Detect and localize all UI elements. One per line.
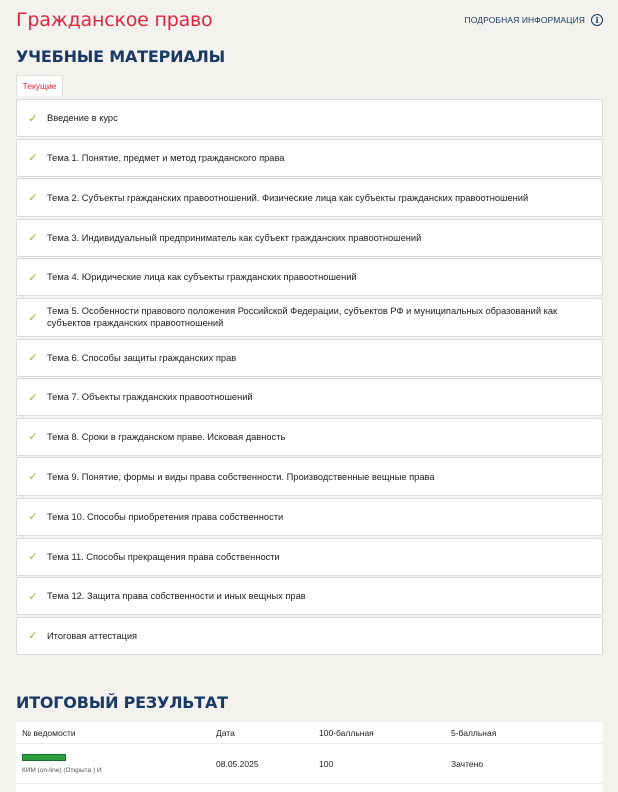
column-header-date: Дата (216, 727, 235, 738)
module-label[interactable]: Тема 1. Понятие, предмет и метод гражданского права (47, 152, 285, 163)
more-info-label[interactable]: ПОДРОБНАЯ ИНФОРМАЦИЯ (464, 15, 585, 25)
module-label[interactable]: Тема 4. Юридические лица как субъекты гражданских правоотношений (47, 272, 357, 283)
module-item[interactable] (16, 617, 603, 655)
module-label[interactable]: Итоговая аттестация (47, 630, 138, 641)
more-info-link[interactable] (465, 14, 603, 26)
check-icon: ✓ (28, 191, 38, 205)
module-item[interactable] (16, 378, 603, 416)
module-label[interactable]: Тема 11. Способы прекращения права собственности (47, 551, 280, 562)
check-icon: ✓ (28, 629, 38, 643)
module-item[interactable] (16, 99, 603, 137)
course-title: Гражданское право (16, 9, 213, 31)
check-icon: ✓ (28, 550, 38, 564)
progress-bar-fill (23, 755, 65, 760)
module-label[interactable]: Тема 9. Понятие, формы и виды права собственности. Производственные вещные права (47, 471, 435, 482)
progress-bar (22, 754, 66, 761)
score5-cell: Зачтено (451, 758, 484, 769)
module-label[interactable]: Тема 3. Индивидуальный предприниматель как субъект гражданских правоотношений (47, 232, 422, 243)
module-item[interactable] (16, 339, 603, 377)
module-label[interactable]: Тема 8. Сроки в гражданском праве. Исковая давность (47, 431, 286, 442)
table-row[interactable] (16, 744, 603, 784)
result-section-title: ИТОГОВЫЙ РЕЗУЛЬТАТ (16, 693, 228, 712)
module-label[interactable]: Тема 7. Объекты гражданских правоотношений (47, 392, 253, 403)
results-table-header (16, 722, 603, 744)
page-header (16, 6, 603, 34)
column-header-score5: 5-балльная (451, 727, 497, 738)
tab-current[interactable]: Текущие (16, 75, 63, 96)
module-item[interactable] (16, 418, 603, 456)
module-item[interactable] (16, 298, 603, 337)
module-item[interactable] (16, 498, 603, 536)
check-icon: ✓ (28, 310, 38, 324)
module-label[interactable]: Тема 12. Защита права собственности и иных вещных прав (47, 591, 306, 602)
module-item[interactable] (16, 219, 603, 257)
module-item[interactable] (16, 178, 603, 217)
module-label[interactable]: Тема 10. Способы приобретения права собственности (47, 511, 284, 522)
module-item[interactable] (16, 457, 603, 496)
check-icon: ✓ (28, 151, 38, 165)
check-icon: ✓ (28, 589, 38, 603)
module-list (16, 99, 603, 656)
info-circle-icon[interactable]: i (591, 14, 603, 26)
date-cell: 08.05.2025 (216, 758, 259, 769)
check-icon: ✓ (28, 270, 38, 284)
statement-cell (16, 754, 216, 774)
materials-section-title: УЧЕБНЫЕ МАТЕРИАЛЫ (16, 47, 225, 66)
check-icon: ✓ (28, 390, 38, 404)
module-label[interactable]: Тема 6. Способы защиты гражданских прав (47, 352, 237, 363)
module-label[interactable]: Тема 2. Субъекты гражданских правоотношений. Физические лица как субъекты гражданских правоотношений (47, 192, 529, 203)
module-item[interactable] (16, 258, 603, 296)
kim-label[interactable]: КИМ (on-line) (Открыта ) И (22, 766, 102, 774)
module-label[interactable]: Введение в курс (47, 113, 118, 123)
module-item[interactable] (16, 139, 603, 177)
module-item[interactable] (16, 538, 603, 576)
column-header-statement: № ведомости (22, 727, 76, 738)
results-table (16, 722, 603, 792)
module-label[interactable]: Тема 5. Особенности правового положения Российской Федерации, субъектов РФ и муниципальных образований как субъектов гражданских правоотношений (47, 306, 558, 329)
module-item[interactable] (16, 577, 603, 615)
score100-cell: 100 (319, 758, 334, 769)
check-icon: ✓ (28, 510, 38, 524)
check-icon: ✓ (28, 430, 38, 444)
check-icon: ✓ (28, 111, 38, 125)
check-icon: ✓ (28, 231, 38, 245)
check-icon: ✓ (28, 351, 38, 365)
check-icon: ✓ (28, 470, 38, 484)
column-header-score100: 100-балльная (319, 727, 374, 738)
